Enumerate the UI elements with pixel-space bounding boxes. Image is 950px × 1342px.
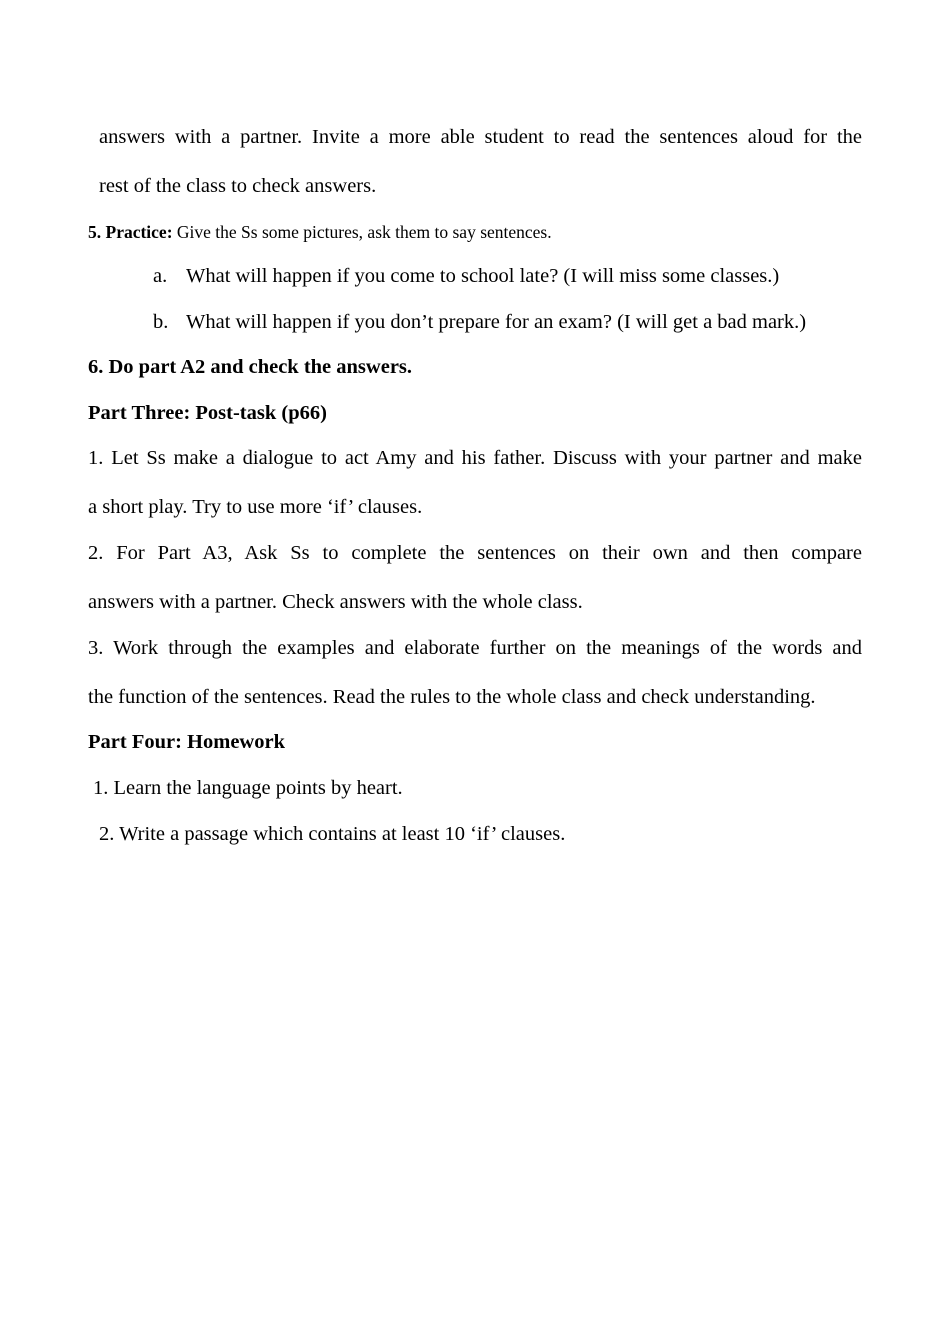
part-three-item-3-line-1: 3. Work through the examples and elaborate further on the meanings of the words and xyxy=(88,637,862,659)
homework-item-2: 2. Write a passage which contains at least 10 ‘if’ clauses. xyxy=(99,823,566,845)
homework-item-1: 1. Learn the language points by heart. xyxy=(93,777,403,799)
list-marker-a: a. xyxy=(153,265,168,287)
practice-item-b: What will happen if you don’t prepare for an exam? (I will get a bad mark.) xyxy=(186,311,807,333)
part-four-heading: Part Four: Homework xyxy=(88,731,285,753)
practice-text: Give the Ss some pictures, ask them to say sentences. xyxy=(172,222,552,242)
practice-item-a: What will happen if you come to school late? (I will miss some classes.) xyxy=(186,265,780,287)
intro-line-2: rest of the class to check answers. xyxy=(99,175,377,197)
intro-line-1: answers with a partner. Invite a more able student to read the sentences aloud for the xyxy=(99,126,862,148)
part-three-item-1-line-2: a short play. Try to use more ‘if’ clauses. xyxy=(88,496,423,518)
practice-paragraph xyxy=(88,220,552,244)
part-three-item-2-line-2: answers with a partner. Check answers with the whole class. xyxy=(88,591,583,613)
step-6-heading: 6. Do part A2 and check the answers. xyxy=(88,356,413,378)
list-marker-b: b. xyxy=(153,311,169,333)
part-three-item-2-line-1: 2. For Part A3, Ask Ss to complete the sentences on their own and then compare xyxy=(88,542,862,564)
practice-label: 5. Practice: xyxy=(88,222,173,242)
part-three-heading: Part Three: Post-task (p66) xyxy=(88,402,327,424)
part-three-item-1-line-1: 1. Let Ss make a dialogue to act Amy and his father. Discuss with your partner and make xyxy=(88,447,862,469)
part-three-item-3-line-2: the function of the sentences. Read the rules to the whole class and check understanding. xyxy=(88,686,816,708)
